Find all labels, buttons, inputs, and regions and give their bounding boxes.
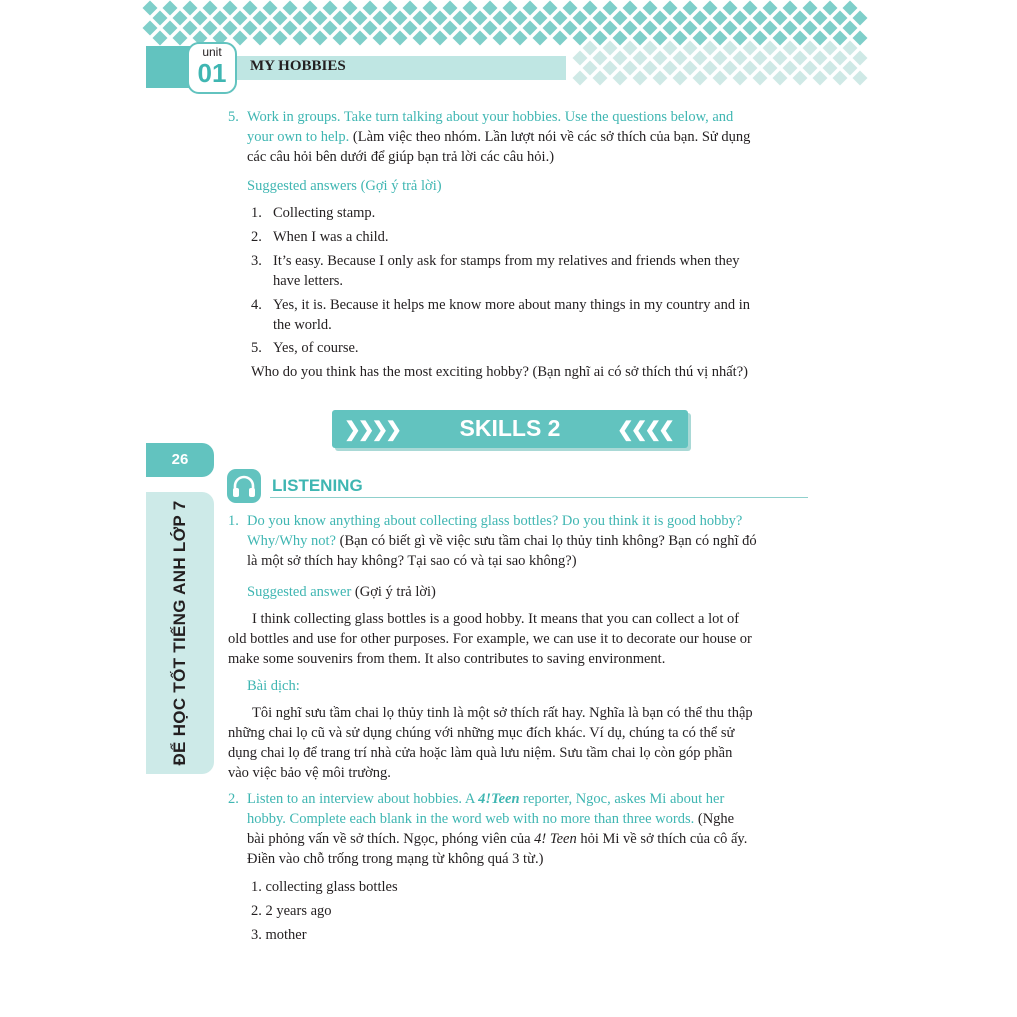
list-item: 1. collecting glass bottles xyxy=(251,879,398,895)
exercise5-suggested-heading xyxy=(247,176,442,196)
diamond-shape xyxy=(513,31,528,46)
diamond-shape xyxy=(593,51,608,66)
diamond-shape xyxy=(603,1,618,16)
diamond-shape xyxy=(243,1,258,16)
diamond-shape xyxy=(143,21,158,36)
diamond-shape xyxy=(693,71,708,86)
diamond-shape xyxy=(433,31,448,46)
exercise2-number: 2. xyxy=(228,791,239,807)
diamond-shape xyxy=(623,1,638,16)
diamond-shape xyxy=(613,31,628,46)
diamond-shape xyxy=(843,61,858,76)
diamond-shape xyxy=(483,21,498,36)
diamond-shape xyxy=(803,41,818,56)
diamond-shape xyxy=(223,21,238,36)
diamond-shape xyxy=(463,1,478,16)
diamond-shape xyxy=(613,11,628,26)
diamond-shape xyxy=(333,11,348,26)
diamond-shape xyxy=(723,21,738,36)
diamond-shape xyxy=(613,51,628,66)
diamond-shape xyxy=(743,1,758,16)
diamond-shape xyxy=(523,21,538,36)
diamond-shape xyxy=(623,41,638,56)
diamond-shape xyxy=(333,31,348,46)
diamond-shape xyxy=(323,1,338,16)
diamond-shape xyxy=(773,11,788,26)
diamond-shape xyxy=(563,21,578,36)
diamond-shape xyxy=(773,71,788,86)
diamond-shape xyxy=(573,51,588,66)
diamond-shape xyxy=(733,51,748,66)
diamond-shape xyxy=(153,31,168,46)
diamond-shape xyxy=(343,1,358,16)
diamond-shape xyxy=(673,11,688,26)
diamond-shape xyxy=(753,71,768,86)
diamond-shape xyxy=(663,41,678,56)
diamond-shape xyxy=(563,1,578,16)
diamond-shape xyxy=(353,11,368,26)
diamond-shape xyxy=(843,1,858,16)
diamond-shape xyxy=(453,11,468,26)
diamond-shape xyxy=(643,41,658,56)
diamond-shape xyxy=(183,21,198,36)
unit-title: MY HOBBIES xyxy=(250,58,346,74)
diamond-shape xyxy=(743,21,758,36)
diamond-shape xyxy=(623,61,638,76)
diamond-shape xyxy=(713,11,728,26)
diamond-shape xyxy=(843,21,858,36)
page-number: 26 xyxy=(146,443,214,477)
exercise1-prompt-vi-2: (Bạn có biết gì về việc sưu tầm chai lọ thủy tinh không? Bạn có nghĩ đó xyxy=(336,533,757,549)
diamond-shape xyxy=(733,71,748,86)
unit-number: 01 xyxy=(197,58,227,88)
diamond-shape xyxy=(233,11,248,26)
diamond-shape xyxy=(403,21,418,36)
exercise1-answer: I think collecting glass bottles is a good hobby. It means that you can collect a lot of old bottles and use for other purposes. For example, we can use it to decorate our house or make some souvenirs from them. It also contributes to saving environment. xyxy=(228,611,752,667)
translation-label: Bài dịch: xyxy=(247,678,300,694)
exercise1-prompt-en-1: Do you know anything about collecting glass bottles? Do you think it is good hobby? xyxy=(247,513,743,529)
diamond-shape xyxy=(573,11,588,26)
diamond-shape xyxy=(783,21,798,36)
diamond-shape xyxy=(703,61,718,76)
diamond-shape xyxy=(653,71,668,86)
diamond-shape xyxy=(163,21,178,36)
diamond-shape xyxy=(343,21,358,36)
diamond-shape xyxy=(543,21,558,36)
diamond-shape xyxy=(173,31,188,46)
diamond-shape xyxy=(813,11,828,26)
diamond-shape xyxy=(603,61,618,76)
diamond-shape xyxy=(633,71,648,86)
exercise1-suggested-heading xyxy=(247,582,436,602)
diamond-shape xyxy=(783,1,798,16)
diamond-shape xyxy=(483,1,498,16)
listening-divider xyxy=(270,497,808,498)
diamond-shape xyxy=(413,11,428,26)
diamond-shape xyxy=(293,11,308,26)
diamond-shape xyxy=(593,11,608,26)
diamond-shape xyxy=(653,31,668,46)
diamond-shape xyxy=(203,21,218,36)
exercise5-answers xyxy=(251,203,811,362)
diamond-shape xyxy=(413,31,428,46)
diamond-shape xyxy=(583,61,598,76)
diamond-shape xyxy=(693,31,708,46)
diamond-shape xyxy=(423,1,438,16)
diamond-shape xyxy=(793,31,808,46)
diamond-shape xyxy=(753,31,768,46)
suggested-vi: (Gợi ý trả lời) xyxy=(351,584,436,600)
diamond-shape xyxy=(463,21,478,36)
diamond-shape xyxy=(263,1,278,16)
diamond-shape xyxy=(293,31,308,46)
list-item: 2. When I was a child. xyxy=(251,229,389,245)
diamond-shape xyxy=(403,1,418,16)
brand-4teen: 4!Teen xyxy=(478,791,520,807)
exercise5-closing: Who do you think has the most exciting hobby? (Bạn nghĩ ai có sở thích thú vị nhất?) xyxy=(251,364,748,380)
exercise1-translation: Tôi nghĩ sưu tầm chai lọ thủy tinh là một sở thích rất hay. Nghĩa là bạn có thể thu thập những chai lọ cũ và sử dụng chúng với những mục đích khác. Ví dụ, chúng ta có thể sử dụng chai lọ để trang trí nhà cửa hoặc làm quà lưu niệm. Sưu tầm chai lọ còn góp phần vào việc bảo vệ môi trường. xyxy=(228,705,753,781)
diamond-shape xyxy=(373,11,388,26)
diamond-shape xyxy=(703,41,718,56)
diamond-shape xyxy=(773,31,788,46)
diamond-shape xyxy=(733,31,748,46)
diamond-shape xyxy=(613,71,628,86)
diamond-shape xyxy=(283,21,298,36)
diamond-shape xyxy=(443,21,458,36)
diamond-shape xyxy=(423,21,438,36)
diamond-shape xyxy=(373,31,388,46)
diamond-shape xyxy=(593,71,608,86)
suggested-label: Suggested answers xyxy=(247,178,357,194)
diamond-shape xyxy=(543,1,558,16)
diamond-shape xyxy=(663,1,678,16)
diamond-shape xyxy=(703,21,718,36)
diamond-shape xyxy=(503,1,518,16)
exercise1-prompt-en-2: Why/Why not? xyxy=(247,533,336,549)
diamond-shape xyxy=(173,11,188,26)
diamond-shape xyxy=(673,51,688,66)
diamond-shape xyxy=(143,1,158,16)
diamond-shape xyxy=(833,31,848,46)
diamond-shape xyxy=(653,51,668,66)
diamond-shape xyxy=(853,31,868,46)
headphones-icon xyxy=(227,469,261,503)
exercise1-number: 1. xyxy=(228,513,239,529)
exercise5-number: 5. xyxy=(228,109,239,125)
listening-heading: LISTENING xyxy=(272,476,363,495)
diamond-shape xyxy=(793,51,808,66)
diamond-shape xyxy=(573,71,588,86)
diamond-shape xyxy=(813,71,828,86)
diamond-shape xyxy=(153,11,168,26)
diamond-shape xyxy=(603,21,618,36)
diamond-shape xyxy=(163,1,178,16)
diamond-shape xyxy=(753,51,768,66)
skills-banner xyxy=(332,410,688,448)
diamond-shape xyxy=(633,11,648,26)
diamond-shape xyxy=(713,31,728,46)
diamond-shape xyxy=(583,1,598,16)
diamond-shape xyxy=(303,1,318,16)
diamond-shape xyxy=(353,31,368,46)
diamond-shape xyxy=(473,31,488,46)
diamond-shape xyxy=(273,31,288,46)
diamond-shape xyxy=(833,11,848,26)
exercise1-prompt xyxy=(247,511,807,571)
chevrons-left-icon: ❮❮❮❮ xyxy=(616,419,672,441)
diamond-shape xyxy=(383,1,398,16)
diamond-shape xyxy=(383,21,398,36)
unit-badge xyxy=(187,42,237,94)
diamond-shape xyxy=(683,1,698,16)
diamond-shape xyxy=(193,11,208,26)
diamond-shape xyxy=(763,61,778,76)
diamond-shape xyxy=(493,11,508,26)
exercise5-prompt-en-1: Work in groups. Take turn talking about your hobbies. Use the questions below, and xyxy=(247,109,734,125)
diamond-shape xyxy=(633,31,648,46)
diamond-shape xyxy=(803,61,818,76)
exercise5-prompt xyxy=(247,107,807,167)
diamond-shape xyxy=(503,21,518,36)
diamond-shape xyxy=(763,1,778,16)
diamond-shape xyxy=(583,21,598,36)
diamond-shape xyxy=(653,11,668,26)
diamond-shape xyxy=(223,1,238,16)
diamond-shape xyxy=(783,41,798,56)
diamond-shape xyxy=(823,41,838,56)
diamond-shape xyxy=(813,31,828,46)
diamond-shape xyxy=(853,71,868,86)
diamond-shape xyxy=(723,1,738,16)
exercise1-prompt-vi-3: là một sở thích hay không? Tại sao có và tại sao không?) xyxy=(247,553,577,569)
diamond-shape xyxy=(573,31,588,46)
diamond-shape xyxy=(523,1,538,16)
diamond-shape xyxy=(583,41,598,56)
diamond-shape xyxy=(743,61,758,76)
diamond-shape xyxy=(313,11,328,26)
chevrons-right-icon: ❯❯❯❯ xyxy=(344,419,400,441)
diamond-shape xyxy=(283,1,298,16)
diamond-shape xyxy=(393,31,408,46)
diamond-shape xyxy=(643,61,658,76)
diamond-shape xyxy=(833,51,848,66)
diamond-shape xyxy=(273,11,288,26)
suggested-label: Suggested answer xyxy=(247,584,352,600)
diamond-shape xyxy=(693,11,708,26)
diamond-shape xyxy=(203,1,218,16)
diamond-shape xyxy=(533,11,548,26)
diamond-shape xyxy=(763,41,778,56)
diamond-shape xyxy=(663,21,678,36)
diamond-shape xyxy=(683,61,698,76)
exercise5-prompt-vi-3: các câu hỏi bên dưới để giúp bạn trả lời các câu hỏi.) xyxy=(247,149,555,165)
diamond-shape xyxy=(453,31,468,46)
diamond-shape xyxy=(753,11,768,26)
diamond-shape xyxy=(823,61,838,76)
diamond-shape xyxy=(593,31,608,46)
diamond-shape xyxy=(713,51,728,66)
list-item: 1. Collecting stamp. xyxy=(251,205,376,221)
diamond-shape xyxy=(833,71,848,86)
unit-word: unit xyxy=(202,45,222,59)
diamond-shape xyxy=(603,41,618,56)
diamond-shape xyxy=(853,11,868,26)
diamond-shape xyxy=(433,11,448,26)
diamond-shape xyxy=(763,21,778,36)
diamond-shape xyxy=(773,51,788,66)
diamond-shape xyxy=(243,21,258,36)
list-item: 4. Yes, it is. Because it helps me know more about many things in my country and in the world. xyxy=(251,297,750,333)
diamond-shape xyxy=(823,1,838,16)
diamond-shape xyxy=(723,41,738,56)
diamond-shape xyxy=(823,21,838,36)
diamond-shape xyxy=(363,21,378,36)
skills-title: SKILLS 2 xyxy=(459,415,561,441)
diamond-shape xyxy=(803,21,818,36)
diamond-shape xyxy=(263,21,278,36)
list-item: 3. mother xyxy=(251,927,307,943)
diamond-shape xyxy=(853,51,868,66)
diamond-shape xyxy=(393,11,408,26)
diamond-shape xyxy=(673,71,688,86)
diamond-shape xyxy=(253,11,268,26)
diamond-shape xyxy=(643,21,658,36)
diamond-shape xyxy=(493,31,508,46)
list-item: 3. It’s easy. Because I only ask for stamps from my relatives and friends when they have letters. xyxy=(251,253,740,289)
diamond-shape xyxy=(553,31,568,46)
diamond-shape xyxy=(783,61,798,76)
diamond-shape xyxy=(703,1,718,16)
diamond-shape xyxy=(633,51,648,66)
list-item: 2. 2 years ago xyxy=(251,903,332,919)
diamond-shape xyxy=(253,31,268,46)
diamond-shape xyxy=(513,11,528,26)
diamond-shape xyxy=(363,1,378,16)
diamond-shape xyxy=(233,31,248,46)
diamond-shape xyxy=(553,11,568,26)
diamond-shape xyxy=(733,11,748,26)
diamond-shape xyxy=(713,71,728,86)
diamond-shape xyxy=(473,11,488,26)
diamond-shape xyxy=(313,31,328,46)
diamond-shape xyxy=(443,1,458,16)
diamond-shape xyxy=(743,41,758,56)
diamond-shape xyxy=(663,61,678,76)
diamond-shape xyxy=(803,1,818,16)
diamond-shape xyxy=(793,11,808,26)
exercise2-answers xyxy=(251,877,651,949)
book-title: ĐỂ HỌC TỐT TIẾNG ANH LỚP 7 xyxy=(170,500,189,766)
diamond-shape xyxy=(813,51,828,66)
exercise5-prompt-en-2: your own to help. xyxy=(247,129,350,145)
diamond-shape xyxy=(183,1,198,16)
diamond-shape xyxy=(303,21,318,36)
exercise5-prompt-vi-2: (Làm việc theo nhóm. Lần lượt nói về các sở thích của bạn. Sử dụng xyxy=(349,129,751,145)
diamond-shape xyxy=(723,61,738,76)
list-item: 5. Yes, of course. xyxy=(251,340,359,356)
diamond-shape xyxy=(213,11,228,26)
diamond-shape xyxy=(683,41,698,56)
exercise2-prompt: Listen to an interview about hobbies. A 4!Teen reporter, Ngoc, askes Mi about her hobby. Complete each blank in the word web with no more than three words. (Nghe bài phỏng vấn về sở thích. Ngọc, phóng viên của 4! Teen hỏi Mi về sở thích của cô ấy. Điền vào chỗ trống trong mạng từ không quá 3 từ.) xyxy=(247,791,748,867)
unit-color-bar xyxy=(146,46,192,88)
diamond-shape xyxy=(843,41,858,56)
diamond-shape xyxy=(643,1,658,16)
diamond-shape xyxy=(533,31,548,46)
diamond-shape xyxy=(793,71,808,86)
diamond-shape xyxy=(673,31,688,46)
diamond-shape xyxy=(323,21,338,36)
diamond-shape xyxy=(693,51,708,66)
suggested-vi: (Gợi ý trả lời) xyxy=(356,178,442,194)
diamond-shape xyxy=(623,21,638,36)
diamond-shape xyxy=(683,21,698,36)
